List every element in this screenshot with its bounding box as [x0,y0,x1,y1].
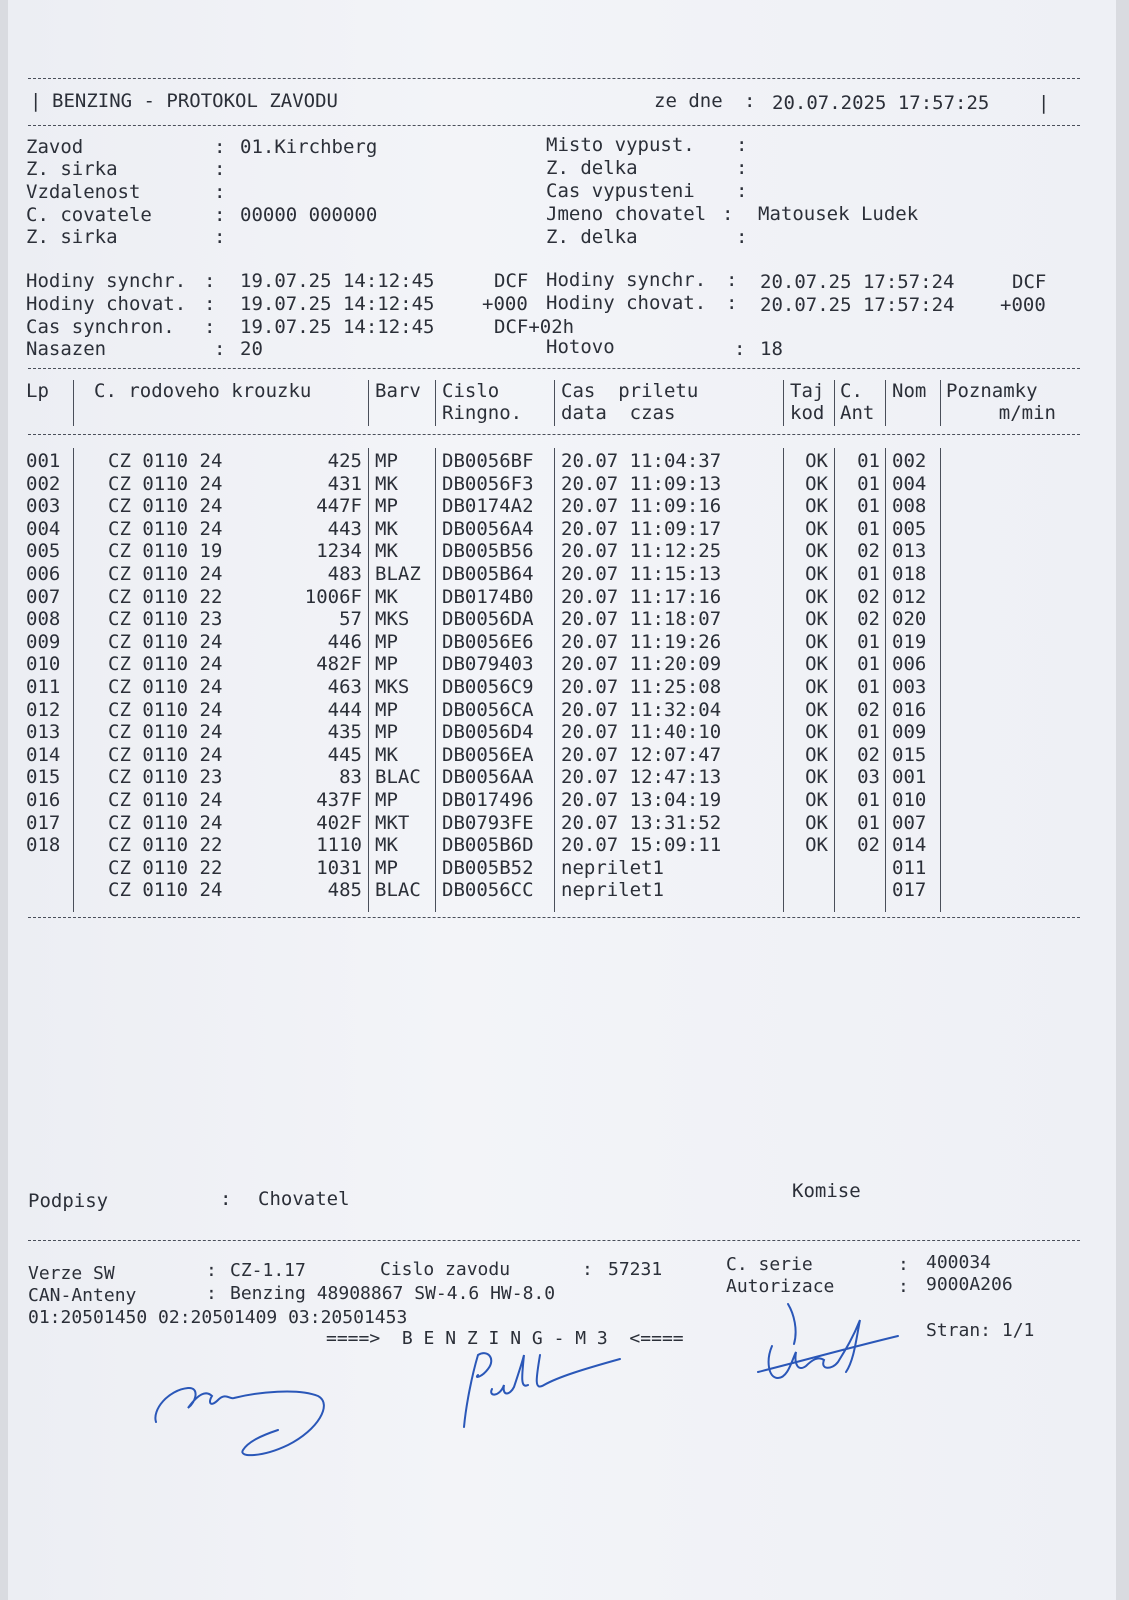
rule [73,380,74,426]
cell-antenna: 01 [857,495,880,518]
clock-suffix: DCF [1012,271,1047,293]
clock-suffix: DCF+02h [494,316,575,338]
cell-lp: 003 [26,495,61,518]
cell-lp: 005 [26,540,61,563]
colon: : [214,181,226,203]
cell-lp: 015 [26,766,61,789]
cell-ring: CZ 0110 24 [108,472,223,495]
date-value: 20.07.2025 17:57:25 [772,92,990,114]
cell-ring: CZ 0110 22 [108,834,223,857]
clock-value: 20.07.25 17:57:24 [760,294,955,316]
clock-value: 19.07.25 14:12:45 [240,316,435,338]
cell-ring-code: DB005B52 [442,856,534,879]
cell-color: MP [375,495,398,518]
cell-status: OK [805,630,828,653]
cell-arrival-time: 20.07 15:09:11 [561,834,722,857]
cell-status: OK [805,608,828,631]
cell-lp: 004 [26,517,61,540]
cell-ring-number: 425 [327,450,362,472]
footer-value: 57231 [608,1259,663,1280]
cell-antenna: 02 [857,834,880,857]
cell-antenna: 02 [857,585,880,608]
clock-label: Hodiny chovat. [546,292,707,314]
cell-color: MP [375,630,398,653]
cell-lp: 001 [26,450,61,472]
cell-ring-code: DB005B64 [442,563,534,585]
rule [435,380,436,426]
rule [368,380,369,426]
cell-lp: 013 [26,721,61,744]
clock-value: 19.07.25 14:12:45 [240,270,435,292]
col-taj: Taj [790,380,825,402]
clock-label: Hodiny synchr. [546,269,707,291]
footer-value: CZ-1.17 [230,1260,306,1281]
colon: : [736,134,748,156]
footer-label: Autorizace [726,1276,835,1297]
cell-color: MP [375,450,398,472]
cell-ring: CZ 0110 22 [108,856,223,879]
cell-antenna: 01 [857,563,880,585]
cell-arrival-time: neprilet1 [561,879,664,902]
cell-color: MK [375,540,398,563]
info-label: Misto vypust. [546,134,695,156]
cell-ring-number: 1006F [304,585,362,608]
col-cas-sub: data czas [561,402,676,424]
cell-arrival-time: 20.07 11:20:09 [561,653,722,676]
divider [28,1240,1080,1241]
cell-status: OK [805,563,828,585]
cell-nom: 010 [892,789,927,811]
cell-ring-number: 443 [327,517,362,540]
colon: : [736,226,748,248]
cell-ring-code: DB0056AA [442,766,534,789]
info-label: C. covatele [26,204,152,226]
cell-ring-code: DB0174B0 [442,585,534,608]
cell-arrival-time: 20.07 11:09:16 [561,495,722,518]
cell-nom: 001 [892,766,927,789]
info-label: Vzdalenost [26,181,141,203]
cell-ring-code: DB0056DA [442,608,534,631]
cell-status: OK [805,721,828,744]
cell-ring-number: 447F [316,495,362,518]
rule [73,448,74,912]
cell-antenna: 01 [857,653,880,676]
cell-color: MK [375,834,398,857]
cell-arrival-time: 20.07 11:12:25 [561,540,722,563]
cell-ring-number: 1234 [316,540,362,563]
colon: : [214,204,226,226]
cell-status: OK [805,585,828,608]
cell-ring: CZ 0110 24 [108,676,223,698]
page-number: Stran: 1/1 [926,1320,1035,1341]
divider [28,125,1080,126]
cell-nom: 009 [892,721,927,744]
cell-antenna: 02 [857,743,880,766]
rule [554,380,555,426]
cell-lp: 011 [26,676,61,698]
cell-ring-code: DB005B56 [442,540,534,563]
divider [28,78,1080,79]
cell-nom: 016 [892,698,927,721]
cell-ring-number: 446 [327,630,362,653]
cell-color: BLAC [375,766,421,789]
cell-color: MK [375,517,398,540]
footer-label: Verze SW [28,1263,115,1284]
clock-suffix: +000 [482,293,528,315]
cell-lp: 018 [26,834,61,857]
colon: : [726,292,738,314]
col-nom: Nom [892,380,927,402]
cell-arrival-time: 20.07 11:04:37 [561,450,722,472]
cell-lp: 010 [26,653,61,676]
cell-ring-number: 482F [316,653,362,676]
cell-ring: CZ 0110 23 [108,766,223,789]
cell-status: OK [805,540,828,563]
cell-nom: 005 [892,517,927,540]
handwritten-signature [448,1345,628,1435]
cell-ring-code: DB079403 [442,653,534,676]
col-cislo: Cislo [442,380,500,402]
protocol-sheet [8,0,1116,1600]
breeder-name: Matousek Ludek [758,203,919,225]
clock-value: 19.07.25 14:12:45 [240,293,435,315]
col-ant: C. [840,380,863,402]
cell-color: MKS [375,608,410,631]
cell-nom: 019 [892,630,927,653]
cell-color: MKT [375,811,410,834]
cell-arrival-time: 20.07 11:18:07 [561,608,722,631]
colon: : [898,1254,909,1275]
cell-arrival-time: 20.07 11:19:26 [561,630,722,653]
date-colon: : [744,90,756,112]
cell-ring: CZ 0110 24 [108,879,223,902]
colon: : [214,136,226,158]
cell-status: OK [805,517,828,540]
info-label: Z. sirka [26,226,118,248]
cell-color: MP [375,653,398,676]
rule [834,448,835,912]
colon: : [206,1260,217,1281]
cell-arrival-time: 20.07 12:07:47 [561,743,722,766]
cell-antenna: 01 [857,472,880,495]
cell-lp: 006 [26,563,61,585]
clock-label: Cas synchron. [26,316,175,338]
cell-antenna: 02 [857,698,880,721]
rule [885,448,886,912]
cell-ring: CZ 0110 24 [108,630,223,653]
cell-arrival-time: 20.07 13:04:19 [561,789,722,811]
rule [834,380,835,426]
cell-color: MP [375,721,398,744]
cell-nom: 013 [892,540,927,563]
colon: : [204,270,216,292]
cell-ring-number: 1031 [316,856,362,879]
cell-ring: CZ 0110 24 [108,495,223,518]
rule [940,448,941,912]
cell-ring-number: 431 [327,472,362,495]
cell-lp: 016 [26,789,61,811]
clock-suffix: DCF [494,270,529,292]
cell-status: OK [805,789,828,811]
footer-label: Cislo zavodu [380,1259,511,1280]
cell-ring-number: 435 [327,721,362,744]
cell-color: MK [375,585,398,608]
col-ant-sub: Ant [840,402,875,424]
info-label: Jmeno chovatel [546,203,707,225]
cell-nom: 011 [892,856,927,879]
rule [783,380,784,426]
cell-status: OK [805,811,828,834]
clock-suffix: +000 [1000,294,1046,316]
cell-arrival-time: neprilet1 [561,856,664,879]
colon: : [582,1259,593,1280]
cell-arrival-time: 20.07 11:40:10 [561,721,722,744]
cell-ring-number: 444 [327,698,362,721]
colon: : [722,203,734,225]
brand-line: ====> B E N Z I N G - M 3 <==== [326,1328,684,1349]
cell-status: OK [805,495,828,518]
cell-status: OK [805,743,828,766]
clock-value: 20 [240,338,263,360]
cell-color: BLAZ [375,563,421,585]
cell-ring-code: DB0793FE [442,811,534,834]
cell-antenna: 01 [857,450,880,472]
divider [28,434,1080,435]
divider [28,917,1080,918]
header-right-bar: | [1038,92,1050,114]
cell-status: OK [805,450,828,472]
rule [783,448,784,912]
cell-color: MP [375,856,398,879]
cell-arrival-time: 20.07 11:32:04 [561,698,722,721]
cell-ring-number: 463 [327,676,362,698]
col-cas: Cas priletu [561,380,699,402]
rule [940,380,941,426]
cell-antenna: 01 [857,789,880,811]
cell-ring-code: DB017496 [442,789,534,811]
colon: : [204,316,216,338]
cell-color: BLAC [375,879,421,902]
cell-ring-number: 1110 [316,834,362,857]
cell-nom: 002 [892,450,927,472]
cell-status: OK [805,698,828,721]
col-lp: Lp [26,380,49,402]
colon: : [898,1276,909,1297]
cell-ring-code: DB0056F3 [442,472,534,495]
col-barv: Barv [375,380,421,402]
cell-ring: CZ 0110 24 [108,450,223,472]
cell-nom: 007 [892,811,927,834]
cell-lp: 014 [26,743,61,766]
rule [885,380,886,426]
cell-ring: CZ 0110 19 [108,540,223,563]
cell-arrival-time: 20.07 11:15:13 [561,563,722,585]
footer-label: C. serie [726,1254,813,1275]
cell-status: OK [805,472,828,495]
cell-ring: CZ 0110 24 [108,517,223,540]
cell-ring: CZ 0110 24 [108,811,223,834]
protocol-title: BENZING - PROTOKOL ZAVODU [52,90,338,112]
clock-value: 20.07.25 17:57:24 [760,271,955,293]
header-left-bar: | [30,90,42,112]
info-label: Z. delka [546,157,638,179]
clock-label: Nasazen [26,338,107,360]
cell-nom: 015 [892,743,927,766]
antenna-list: 01:20501450 02:20501409 03:20501453 [28,1307,408,1328]
cell-ring-code: DB0056BF [442,450,534,472]
cell-antenna: 02 [857,608,880,631]
cell-arrival-time: 20.07 11:17:16 [561,585,722,608]
cell-color: MK [375,743,398,766]
colon: : [206,1283,217,1304]
cell-arrival-time: 20.07 13:31:52 [561,811,722,834]
cell-ring: CZ 0110 24 [108,698,223,721]
cell-ring: CZ 0110 24 [108,653,223,676]
footer-value: 9000A206 [926,1274,1013,1295]
cell-ring-code: DB005B6D [442,834,534,857]
cell-ring-code: DB0056E6 [442,630,534,653]
cell-nom: 018 [892,563,927,585]
cell-ring: CZ 0110 24 [108,743,223,766]
col-ring: C. rodoveho krouzku [94,380,312,402]
clock-label: Hotovo [546,336,615,358]
clock-value: 18 [760,338,783,360]
cell-color: MK [375,472,398,495]
colon: : [214,226,226,248]
cell-status: OK [805,766,828,789]
footer-label: CAN-Anteny [28,1285,137,1306]
cell-antenna: 01 [857,630,880,653]
cell-ring-code: DB0056C9 [442,676,534,698]
handwritten-signature [148,1350,338,1460]
rule [554,448,555,912]
cell-nom: 004 [892,472,927,495]
cell-nom: 012 [892,585,927,608]
cell-nom: 014 [892,834,927,857]
cell-arrival-time: 20.07 11:09:13 [561,472,722,495]
cell-ring-number: 402F [316,811,362,834]
cell-ring-code: DB0056CC [442,879,534,902]
rule [435,448,436,912]
commission-signature-label: Komise [792,1180,861,1202]
cell-ring-number: 83 [339,766,362,789]
cell-arrival-time: 20.07 11:25:08 [561,676,722,698]
cell-ring: CZ 0110 24 [108,789,223,811]
cell-lp: 008 [26,608,61,631]
colon: : [734,338,746,360]
cell-ring-code: DB0174A2 [442,495,534,518]
colon: : [736,180,748,202]
colon: : [220,1188,232,1210]
colon: : [204,293,216,315]
info-value: 00000 000000 [240,204,378,226]
cell-nom: 020 [892,608,927,631]
clock-label: Hodiny synchr. [26,270,187,292]
col-pozn-sub: m/min [998,402,1056,424]
colon: : [726,269,738,291]
info-label: Cas vypusteni [546,180,695,202]
cell-lp: 017 [26,811,61,834]
info-value: 01.Kirchberg [240,136,378,158]
cell-color: MP [375,789,398,811]
cell-antenna: 01 [857,721,880,744]
cell-ring: CZ 0110 24 [108,721,223,744]
handwritten-signature [748,1300,908,1400]
colon: : [736,157,748,179]
cell-arrival-time: 20.07 11:09:17 [561,517,722,540]
cell-status: OK [805,676,828,698]
cell-status: OK [805,653,828,676]
signatures-label: Podpisy [28,1190,109,1212]
cell-antenna: 02 [857,540,880,563]
col-pozn: Poznamky [946,380,1038,402]
cell-ring-code: DB0056A4 [442,517,534,540]
cell-ring: CZ 0110 24 [108,563,223,585]
cell-antenna: 03 [857,766,880,789]
cell-status: OK [805,834,828,857]
cell-nom: 006 [892,653,927,676]
cell-nom: 017 [892,879,927,902]
col-taj-sub: kod [790,402,825,424]
cell-arrival-time: 20.07 12:47:13 [561,766,722,789]
info-label: Z. sirka [26,158,118,180]
cell-antenna: 01 [857,517,880,540]
cell-color: MP [375,698,398,721]
rule [368,448,369,912]
cell-ring-number: 485 [327,879,362,902]
info-label: Zavod [26,136,84,158]
footer-value: 400034 [926,1252,992,1273]
cell-ring: CZ 0110 23 [108,608,223,631]
cell-lp: 002 [26,472,61,495]
cell-ring-code: DB0056EA [442,743,534,766]
cell-antenna: 01 [857,676,880,698]
date-label: ze dne [654,90,723,112]
cell-antenna: 01 [857,811,880,834]
cell-lp: 007 [26,585,61,608]
cell-ring-number: 57 [339,608,362,631]
cell-ring-code: DB0056CA [442,698,534,721]
cell-ring-code: DB0056D4 [442,721,534,744]
cell-ring-number: 445 [327,743,362,766]
colon: : [214,158,226,180]
cell-nom: 003 [892,676,927,698]
clock-label: Hodiny chovat. [26,293,187,315]
info-label: Z. delka [546,226,638,248]
breeder-signature-label: Chovatel [258,1188,350,1210]
cell-nom: 008 [892,495,927,518]
cell-ring: CZ 0110 22 [108,585,223,608]
footer-value: Benzing 48908867 SW-4.6 HW-8.0 [230,1283,556,1304]
col-cislo-sub: Ringno. [442,402,523,424]
cell-lp: 009 [26,630,61,653]
divider [28,368,1080,369]
cell-lp: 012 [26,698,61,721]
cell-ring-number: 437F [316,789,362,811]
cell-color: MKS [375,676,410,698]
cell-ring-number: 483 [327,563,362,585]
colon: : [214,338,226,360]
